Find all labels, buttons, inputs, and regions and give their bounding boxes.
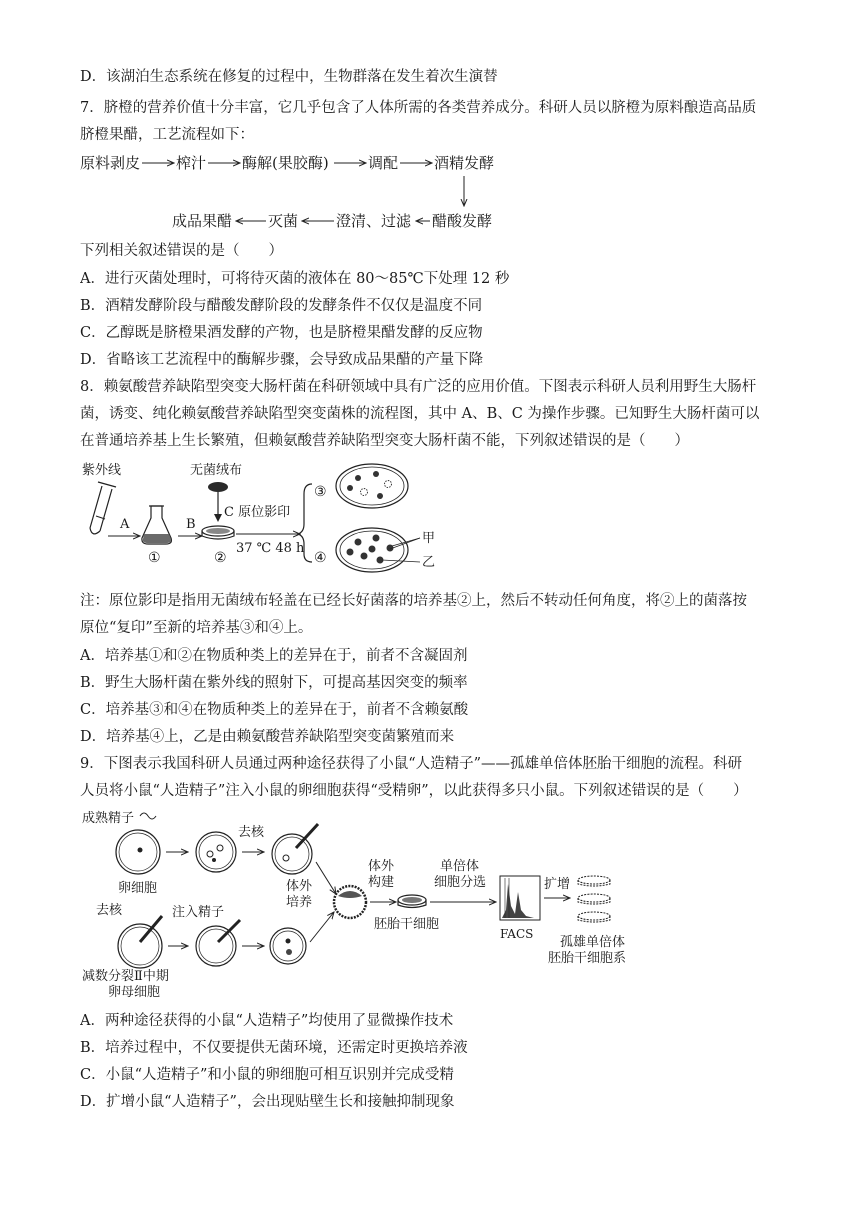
sperm-icon	[140, 813, 156, 819]
inject-sperm-label: 注入精子	[172, 905, 225, 920]
injected-cell-icon	[196, 920, 240, 966]
pointer-line	[390, 538, 420, 549]
test-tube-icon	[90, 482, 116, 534]
medium-2-label: ②	[214, 550, 227, 566]
stacked-dishes-icon	[578, 876, 610, 922]
q7-option-a: A．进行灭菌处理时，可将待灭菌的液体在 80～85℃下处理 12 秒	[80, 271, 510, 287]
q7-question: 下列相关叙述错误的是（ ）	[80, 243, 283, 259]
pointer-line	[382, 560, 420, 562]
q8-replica-plating-figure	[78, 456, 478, 576]
q8-note-line-2: 原位“复印”至新的培养基③和④上。	[80, 620, 313, 636]
flow-arrow	[316, 862, 336, 894]
facs-label: FACS	[500, 927, 534, 941]
enucleate-label-2: 去核	[96, 903, 123, 918]
medium-1-label: ①	[148, 550, 161, 566]
q7-process-flowchart	[78, 148, 518, 238]
felt-label: 无菌绒布	[190, 463, 243, 478]
flow-step-enzyme: 酶解(果胶酶)	[242, 154, 329, 172]
uv-label: 紫外线	[82, 463, 122, 478]
build-label-2: 构建	[368, 875, 395, 890]
colony-yi-label: 乙	[422, 555, 436, 570]
q9-option-a: A．两种途径获得的小鼠“人造精子”均使用了显微操作技术	[80, 1013, 454, 1029]
q6-option-d: D．该湖泊生态系统在修复的过程中，生物群落在发生着次生演替	[80, 69, 498, 85]
culture-label-1: 体外	[286, 879, 313, 894]
esc-label: 胚胎干细胞	[374, 917, 440, 932]
flow-arrow	[310, 912, 334, 942]
enucleated-cell-icon	[272, 824, 318, 874]
enucleate-label-1: 去核	[238, 825, 265, 840]
q9-option-d: D．扩增小鼠“人造精子”，会出现贴壁生长和接触抑制现象	[80, 1094, 455, 1110]
egg-cell-icon	[116, 830, 160, 874]
sort-label-2: 细胞分选	[434, 875, 487, 890]
q8-option-a: A．培养基①和②在物质种类上的差异在于，前者不含凝固剂	[80, 648, 468, 664]
q9-stem-line-1: 9．下图表示我国科研人员通过两种途径获得了小鼠“人造精子”——孤雄单倍体胚胎干细胞的流程。科研	[80, 756, 743, 772]
flow-step-clarify: 澄清、过滤	[336, 212, 412, 230]
flow-step-juice: 榨汁	[176, 154, 207, 172]
culture-label-2: 培养	[286, 895, 313, 910]
plate-3-icon	[336, 464, 408, 508]
q7-option-c: C．乙醇既是脐橙果酒发酵的产物，也是脐橙果醋发酵的反应物	[80, 325, 483, 341]
medium-3-label: ③	[314, 484, 327, 500]
oocyte-cell-icon	[118, 916, 162, 968]
colony-jia-label: 甲	[422, 531, 436, 546]
q9-haploid-stem-cell-figure	[78, 806, 638, 1002]
build-label-1: 体外	[368, 859, 395, 874]
q7-stem-line-2: 脐橙果醋，工艺流程如下：	[80, 127, 254, 143]
plate-2-icon	[202, 526, 234, 539]
oocyte-label-2: 卵母细胞	[108, 985, 161, 1000]
sort-label-1: 单倍体	[440, 859, 480, 874]
q8-option-b: B．野生大肠杆菌在紫外线的照射下，可提高基因突变的频率	[80, 675, 468, 691]
q9-option-b: B．培养过程中，不仅要提供无菌环境，还需定时更换培养液	[80, 1040, 468, 1056]
medium-4-label: ④	[314, 550, 327, 566]
q8-option-c: C．培养基③和④在物质种类上的差异在于，前者不含赖氨酸	[80, 702, 469, 718]
flask-icon	[142, 506, 172, 544]
result-label-2: 胚胎干细胞系	[548, 951, 627, 966]
flow-step-product: 成品果醋	[172, 212, 233, 230]
fertilized-cell-icon	[196, 832, 236, 872]
q8-note-line-1: 注：原位影印是指用无菌绒布轻盖在已经长好菌落的培养基②上，然后不转动任何角度，将②上的菌落按	[80, 593, 747, 609]
step-b-label: B	[186, 517, 196, 532]
plate-4-icon	[336, 528, 408, 572]
flow-step-sterilize: 灭菌	[268, 212, 299, 230]
amplify-label: 扩增	[544, 877, 571, 892]
reconstructed-cell-icon	[270, 928, 306, 964]
oocyte-label-1: 减数分裂Ⅱ中期	[82, 969, 169, 984]
q9-stem-line-2: 人员将小鼠“人造精子”注入小鼠的卵细胞获得“受精卵”，以此获得多只小鼠。下列叙述错误的是（ ）	[80, 783, 748, 799]
q7-option-b: B．酒精发酵阶段与醋酸发酵阶段的发酵条件不仅仅是温度不同	[80, 298, 483, 314]
egg-label: 卵细胞	[118, 881, 158, 896]
q8-option-d: D．培养基④上，乙是由赖氨酸营养缺陷型突变菌繁殖而来	[80, 729, 455, 745]
result-label-1: 孤雄单倍体	[560, 935, 626, 950]
step-a-label: A	[120, 517, 130, 532]
facs-histogram-icon	[500, 876, 540, 920]
blastocyst-icon	[334, 886, 366, 918]
q9-option-c: C．小鼠“人造精子”和小鼠的卵细胞可相互识别并完成受精	[80, 1067, 454, 1083]
q7-stem-line-1: 7．脐橙的营养价值十分丰富，它几乎包含了人体所需的各类营养成分。科研人员以脐橙为原料酿造高品质	[80, 100, 757, 116]
flow-step-peel: 原料剥皮	[80, 154, 141, 172]
sperm-label: 成熟精子	[82, 811, 135, 826]
flow-step-blend: 调配	[368, 154, 399, 172]
flow-step-acetic: 醋酸发酵	[432, 212, 493, 230]
q8-stem-line-3: 在普通培养基上生长繁殖，但赖氨酸营养缺陷型突变大肠杆菌不能，下列叙述错误的是（ ）	[80, 433, 689, 449]
q7-option-d: D．省略该工艺流程中的酶解步骤，会导致成品果醋的产量下降	[80, 352, 484, 368]
culture-condition: 37 ℃ 48 h	[236, 541, 305, 556]
q8-stem-line-1: 8．赖氨酸营养缺陷型突变大肠杆菌在科研领域中具有广泛的应用价值。下图表示科研人员利用野生大肠杆	[80, 379, 757, 395]
flow-step-alcohol: 酒精发酵	[434, 154, 495, 172]
culture-dish-icon	[398, 895, 426, 908]
step-c-label: C 原位影印	[224, 505, 291, 520]
q8-stem-line-2: 菌，诱变、纯化赖氨酸营养缺陷型突变菌株的流程图，其中 A、B、C 为操作步骤。已知野生大肠杆菌可以	[80, 406, 760, 422]
